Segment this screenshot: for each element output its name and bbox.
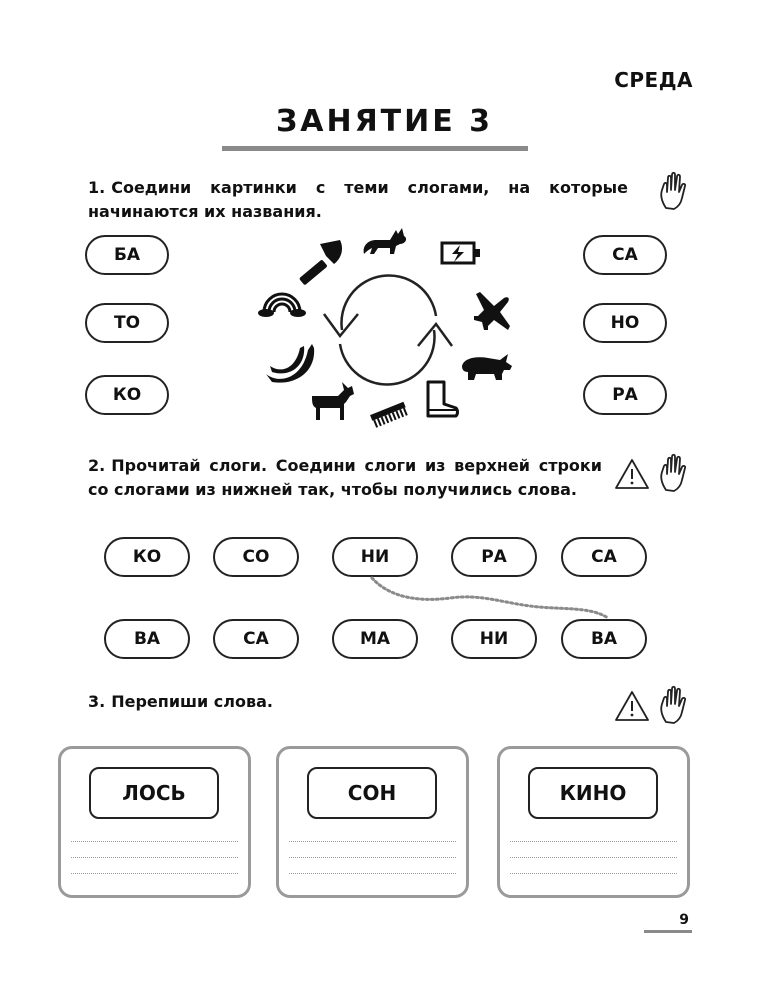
page-number: 9: [679, 912, 689, 928]
syllable-bottom-5[interactable]: ВА: [561, 619, 647, 659]
task2-number: 2.: [88, 456, 106, 475]
writing-line[interactable]: [510, 857, 677, 858]
syllable-top-5[interactable]: СА: [561, 537, 647, 577]
hand-icon: [656, 686, 692, 726]
syllable-right-3[interactable]: РА: [583, 375, 667, 415]
word-card-1: [58, 746, 251, 898]
task1-number: 1.: [88, 178, 106, 197]
writing-line[interactable]: [510, 873, 677, 874]
day-label: СРЕДА: [614, 68, 693, 92]
writing-line[interactable]: [71, 857, 238, 858]
word-box-3: КИНО: [528, 767, 658, 819]
warning-icon: [614, 690, 650, 722]
syllable-right-1[interactable]: СА: [583, 235, 667, 275]
syllable-bottom-4[interactable]: НИ: [451, 619, 537, 659]
writing-line[interactable]: [289, 841, 456, 842]
writing-line[interactable]: [289, 873, 456, 874]
task2-text: Прочитай слоги. Соедини слоги из верхней строки со слогами из нижней так, чтобы получились слова.: [88, 456, 602, 499]
syllable-left-2[interactable]: ТО: [85, 303, 169, 343]
task3-text: Перепиши слова.: [111, 692, 273, 711]
task3-instruction: [88, 690, 488, 714]
page-number-underline: [644, 930, 692, 933]
writing-line[interactable]: [289, 857, 456, 858]
word-box-1: ЛОСЬ: [89, 767, 219, 819]
syllable-top-4[interactable]: РА: [451, 537, 537, 577]
word-card-2: [276, 746, 469, 898]
task1-text: Соедини картинки с теми слогами, на которые начинаются их названия.: [88, 178, 628, 221]
syllable-left-1[interactable]: БА: [85, 235, 169, 275]
syllable-top-2[interactable]: СО: [213, 537, 299, 577]
task3-number: 3.: [88, 692, 106, 711]
word-card-3: [497, 746, 690, 898]
writing-line[interactable]: [71, 873, 238, 874]
syllable-bottom-1[interactable]: ВА: [104, 619, 190, 659]
lesson-title: ЗАНЯТИЕ 3: [275, 104, 494, 139]
syllable-bottom-2[interactable]: СА: [213, 619, 299, 659]
syllable-left-3[interactable]: КО: [85, 375, 169, 415]
writing-line[interactable]: [71, 841, 238, 842]
syllable-bottom-3[interactable]: МА: [332, 619, 418, 659]
word-box-2: СОН: [307, 767, 437, 819]
syllable-right-2[interactable]: НО: [583, 303, 667, 343]
syllable-top-3[interactable]: НИ: [332, 537, 418, 577]
writing-line[interactable]: [510, 841, 677, 842]
syllable-top-1[interactable]: КО: [104, 537, 190, 577]
